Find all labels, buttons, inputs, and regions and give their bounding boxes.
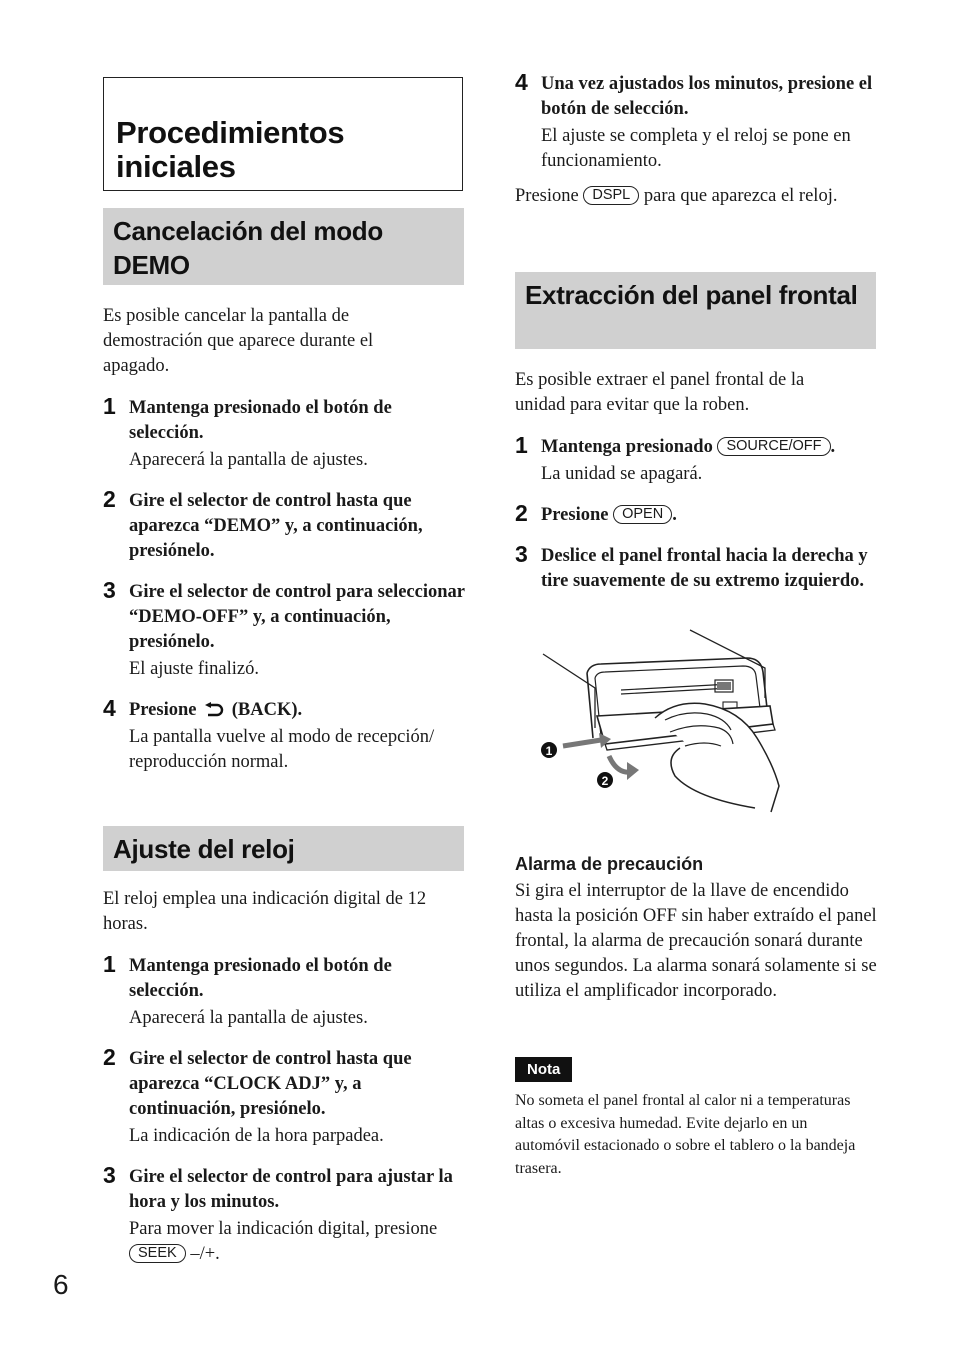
- step-instruction: Mantenga presionado el botón de selección.: [129, 398, 392, 443]
- step-instruction: Gire el selector de control para seleccionar “DEMO-OFF” y, a continuación, presiónelo.: [129, 582, 465, 652]
- step-number: 4: [103, 695, 116, 721]
- step-result: La pantalla vuelve al modo de recepción/ reproducción normal.: [129, 727, 435, 772]
- seek-direction: –/+.: [190, 1244, 220, 1264]
- demo-heading: Cancelación del modo DEMO: [113, 216, 383, 280]
- step-number: 3: [103, 577, 116, 603]
- step-instruction: Mantenga presionado el botón de selección.: [129, 956, 392, 1001]
- clock-heading-band: [103, 826, 464, 871]
- panel-heading: Extracción del panel frontal: [525, 280, 858, 310]
- step-result: Para mover la indicación digital, presione: [129, 1219, 438, 1239]
- step-result: Aparecerá la pantalla de ajustes.: [129, 450, 368, 470]
- step-number: 2: [515, 500, 528, 526]
- step-result: Aparecerá la pantalla de ajustes.: [129, 1008, 368, 1028]
- clock-note-text: Presione: [515, 186, 579, 206]
- demo-heading-band: [103, 208, 464, 285]
- panel-heading-band: [515, 272, 876, 349]
- section-title-box: [103, 77, 463, 191]
- marker-1-label: 1: [545, 744, 553, 758]
- open-key: OPEN: [613, 505, 672, 524]
- page-title: Procedimientos iniciales: [116, 115, 345, 184]
- step-number: 3: [103, 1162, 116, 1188]
- alarm-text: Si gira el interruptor de la llave de encendido hasta la posición OFF sin haber extraído el panel frontal, la alarma de precaución sonará durante unos segundos. La alarma sonará solamente si se utiliza el amplificador incorporado.: [515, 881, 877, 1001]
- marker-2-label: 2: [601, 774, 609, 788]
- alarm-heading: Alarma de precaución: [515, 854, 704, 874]
- seek-key: SEEK: [129, 1244, 186, 1263]
- back-key-label: (BACK).: [231, 700, 303, 720]
- step-punctuation: .: [830, 437, 836, 457]
- step-punctuation: .: [672, 505, 677, 525]
- step-number: 2: [103, 1044, 116, 1070]
- step-result: La indicación de la hora parpadea.: [129, 1126, 384, 1146]
- step-result: El ajuste se completa y el reloj se pone en funcionamiento.: [541, 126, 851, 171]
- step-instruction: Deslice el panel frontal hacia la derecha y tire suavemente de su extremo izquierdo.: [541, 546, 868, 591]
- step-instruction: Presione: [129, 700, 197, 720]
- clock-heading: Ajuste del reloj: [113, 834, 295, 864]
- step-result: La unidad se apagará.: [541, 464, 703, 484]
- panel-removal-illustration: [535, 628, 785, 813]
- step-result: El ajuste finalizó.: [129, 659, 259, 679]
- step-number: 3: [515, 541, 528, 567]
- step-number: 4: [515, 69, 528, 95]
- step-instruction: Gire el selector de control hasta que aparezca “CLOCK ADJ” y, a continuación, presiónelo.: [129, 1049, 412, 1119]
- demo-intro: Es posible cancelar la pantalla de demostración que aparece durante el apagado.: [103, 306, 374, 376]
- page-number: 6: [53, 1269, 69, 1300]
- step-instruction: Gire el selector de control para ajustar la hora y los minutos.: [129, 1167, 453, 1212]
- step-number: 1: [515, 432, 528, 458]
- step-number: 1: [103, 393, 116, 419]
- step-instruction: Mantenga presionado: [541, 437, 713, 457]
- clock-intro: El reloj emplea una indicación digital de 12 horas.: [103, 889, 427, 934]
- step-instruction: Presione: [541, 505, 609, 525]
- step-number: 1: [103, 951, 116, 977]
- step-instruction: Gire el selector de control hasta que aparezca “DEMO” y, a continuación, presiónelo.: [129, 491, 423, 561]
- dspl-key: DSPL: [583, 186, 639, 205]
- nota-text: No someta el panel frontal al calor ni a temperaturas altas o excesiva humedad. Evite dejarlo en un automóvil estacionado o sobre el tablero o la bandeja trasera.: [515, 1092, 856, 1177]
- clock-note-text-end: para que aparezca el reloj.: [643, 186, 838, 206]
- panel-intro: Es posible extraer el panel frontal de la unidad para evitar que la roben.: [515, 370, 805, 415]
- back-arrow-icon: [204, 702, 224, 718]
- nota-label: Nota: [515, 1057, 572, 1082]
- step-instruction: Una vez ajustados los minutos, presione el botón de selección.: [541, 74, 873, 119]
- source-off-key: SOURCE/OFF: [717, 437, 830, 456]
- step-number: 2: [103, 486, 116, 512]
